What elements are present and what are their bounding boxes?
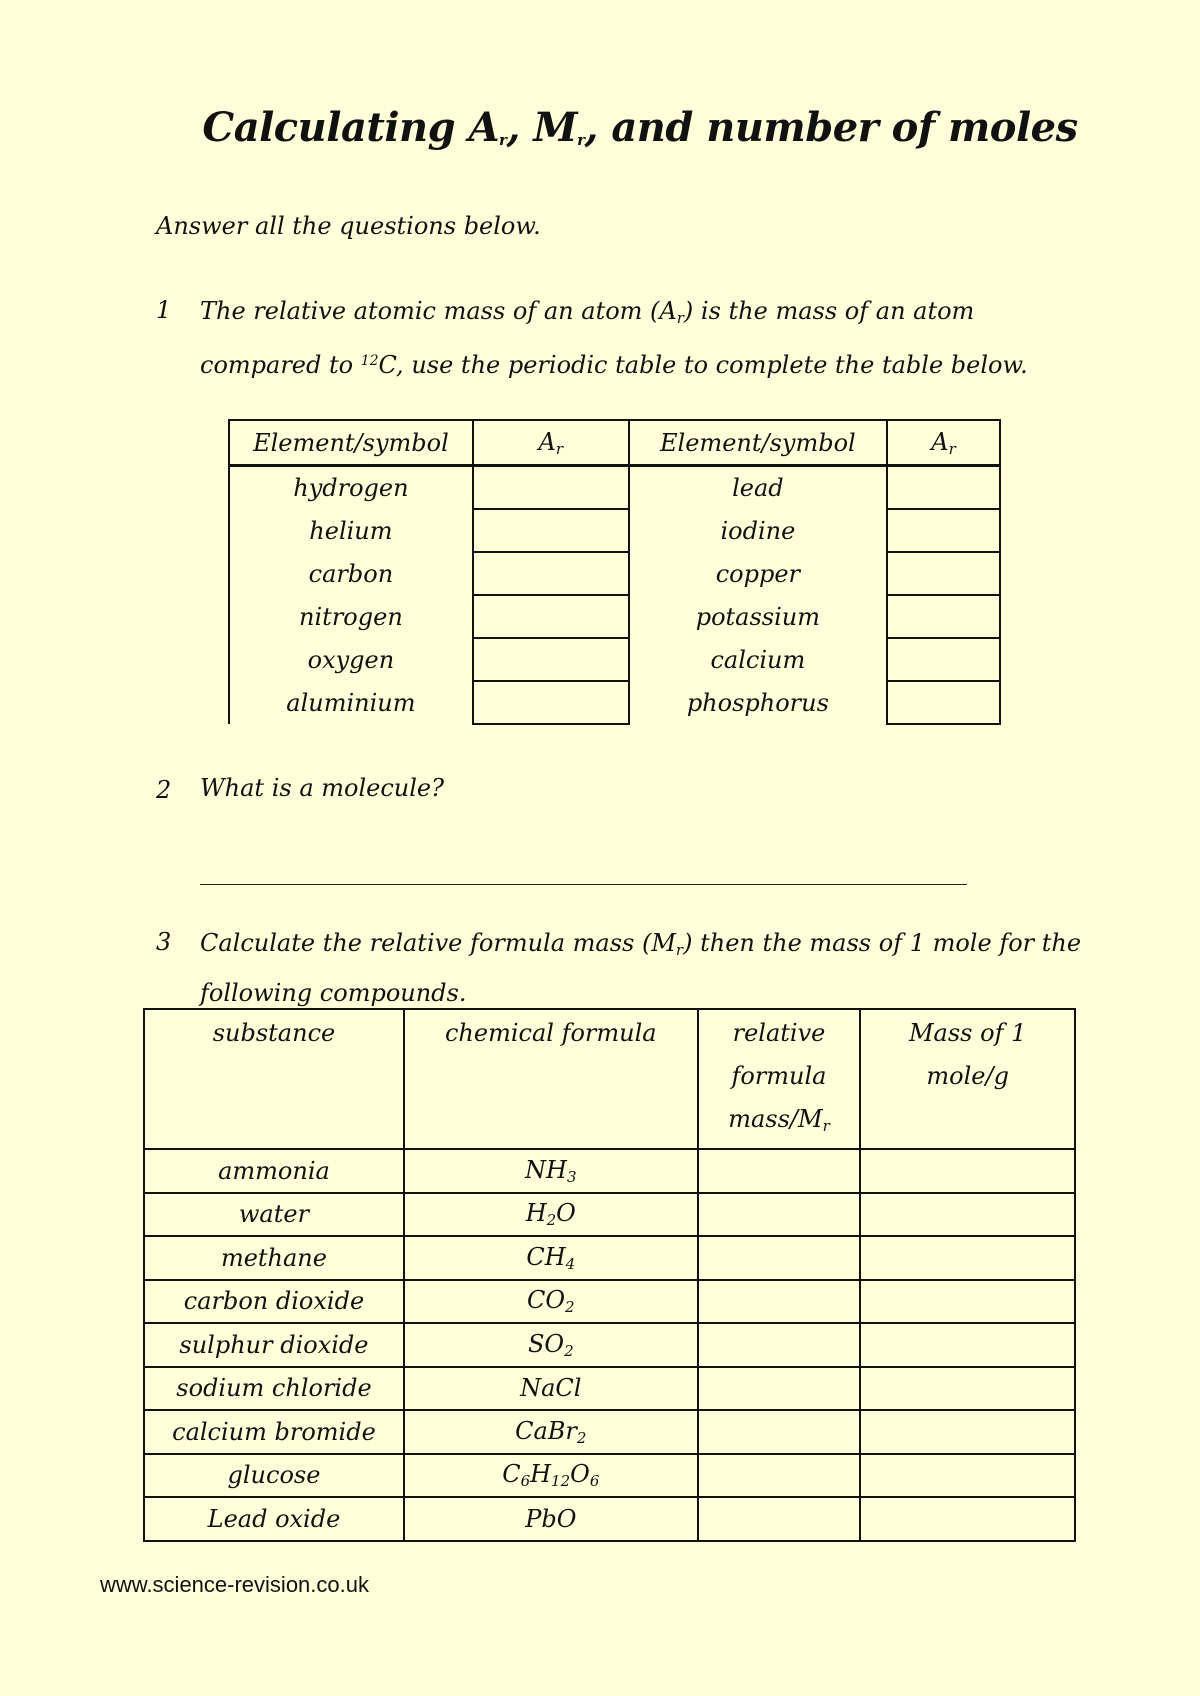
question-1-number: 1: [156, 296, 172, 324]
element-name: potassium: [629, 595, 887, 638]
element-name: hydrogen: [229, 466, 473, 510]
chemical-formula: $CH_4$: [404, 1236, 698, 1280]
mole-mass-answer-cell[interactable]: [860, 1454, 1075, 1498]
table-header-row: [229, 420, 1000, 466]
chemical-formula: $H_2O$: [404, 1193, 698, 1237]
substance-name: ammonia: [144, 1149, 404, 1193]
table-row: [144, 1410, 1075, 1454]
footer-url[interactable]: www.science-revision.co.uk: [100, 1572, 369, 1597]
table-row: [144, 1497, 1075, 1541]
header-element-symbol: Element/symbol: [229, 420, 473, 466]
table-row: [144, 1323, 1075, 1367]
table-row: [144, 1280, 1075, 1324]
formula-mass-answer-cell[interactable]: [698, 1367, 861, 1411]
table-header-row: [144, 1009, 1075, 1149]
mole-mass-answer-cell[interactable]: [860, 1193, 1075, 1237]
substance-name: water: [144, 1193, 404, 1237]
ar-answer-cell[interactable]: [887, 595, 1000, 638]
element-name: iodine: [629, 509, 887, 552]
element-name: oxygen: [229, 638, 473, 681]
ar-answer-cell[interactable]: [887, 552, 1000, 595]
header-mass-of-1-mole: Mass of 1 mole/g: [860, 1009, 1075, 1149]
table-row: [144, 1454, 1075, 1498]
instructions: Answer all the questions below.: [156, 212, 541, 240]
substance-name: carbon dioxide: [144, 1280, 404, 1324]
table-row: [144, 1236, 1075, 1280]
chemical-formula: $CO_2$: [404, 1280, 698, 1324]
chemical-formula: $SO_2$: [404, 1323, 698, 1367]
header-substance: substance: [144, 1009, 404, 1149]
element-name: carbon: [229, 552, 473, 595]
formula-mass-answer-cell[interactable]: [698, 1410, 861, 1454]
header-relative-formula-mass: relative formula mass/$M_r$: [698, 1009, 861, 1149]
substance-name: sodium chloride: [144, 1367, 404, 1411]
mole-mass-answer-cell[interactable]: [860, 1149, 1075, 1193]
formula-mass-answer-cell[interactable]: [698, 1454, 861, 1498]
ar-answer-cell[interactable]: [887, 638, 1000, 681]
table-row: [229, 595, 1000, 638]
table-row: [144, 1367, 1075, 1411]
table-row: [229, 509, 1000, 552]
answer-line[interactable]: [200, 884, 967, 885]
ar-answer-cell[interactable]: [473, 681, 629, 724]
header-element-symbol: Element/symbol: [629, 420, 887, 466]
question-3-text: Calculate the relative formula mass $(M_r)$ then the mass of 1 mole for the following compounds.: [200, 929, 1082, 1007]
chemical-formula: $C_6H_{12}O_6$: [404, 1454, 698, 1498]
question-1-text: The relative atomic mass of an atom $(A_r)$ is the mass of an atom compared to $^{12}$C, use the periodic table to complete the table below.: [200, 297, 1028, 379]
atomic-mass-table: [228, 419, 1001, 725]
substance-name: calcium bromide: [144, 1410, 404, 1454]
ar-answer-cell[interactable]: [887, 681, 1000, 724]
formula-mass-answer-cell[interactable]: [698, 1193, 861, 1237]
mole-mass-answer-cell[interactable]: [860, 1280, 1075, 1324]
chemical-formula: PbO: [404, 1497, 698, 1541]
ar-answer-cell[interactable]: [473, 638, 629, 681]
element-name: calcium: [629, 638, 887, 681]
chemical-formula: $NH_3$: [404, 1149, 698, 1193]
formula-mass-answer-cell[interactable]: [698, 1280, 861, 1324]
substance-name: sulphur dioxide: [144, 1323, 404, 1367]
question-2-number: 2: [156, 776, 172, 804]
formula-mass-table: [143, 1008, 1076, 1542]
table-row: [144, 1149, 1075, 1193]
formula-mass-answer-cell[interactable]: [698, 1149, 861, 1193]
ar-answer-cell[interactable]: [887, 466, 1000, 510]
table-row: [229, 552, 1000, 595]
page-title: Calculating $A_r$, $M_r$, and number of moles: [202, 104, 1078, 151]
header-ar: $A_r$: [887, 420, 1000, 466]
table-row: [229, 681, 1000, 724]
mole-mass-answer-cell[interactable]: [860, 1410, 1075, 1454]
table-row: [229, 466, 1000, 510]
substance-name: glucose: [144, 1454, 404, 1498]
header-ar: $A_r$: [473, 420, 629, 466]
formula-mass-answer-cell[interactable]: [698, 1497, 861, 1541]
element-name: lead: [629, 466, 887, 510]
chemical-formula: NaCl: [404, 1367, 698, 1411]
formula-mass-answer-cell[interactable]: [698, 1323, 861, 1367]
mole-mass-answer-cell[interactable]: [860, 1323, 1075, 1367]
question-3-number: 3: [156, 928, 172, 956]
ar-answer-cell[interactable]: [473, 509, 629, 552]
table-row: [229, 638, 1000, 681]
table-row: [144, 1193, 1075, 1237]
formula-mass-answer-cell[interactable]: [698, 1236, 861, 1280]
ar-answer-cell[interactable]: [473, 595, 629, 638]
ar-answer-cell[interactable]: [473, 552, 629, 595]
ar-answer-cell[interactable]: [887, 509, 1000, 552]
substance-name: methane: [144, 1236, 404, 1280]
element-name: aluminium: [229, 681, 473, 724]
element-name: phosphorus: [629, 681, 887, 724]
mole-mass-answer-cell[interactable]: [860, 1367, 1075, 1411]
question-2-text: What is a molecule?: [200, 774, 444, 802]
mole-mass-answer-cell[interactable]: [860, 1497, 1075, 1541]
ar-answer-cell[interactable]: [473, 466, 629, 510]
element-name: nitrogen: [229, 595, 473, 638]
header-chemical-formula: chemical formula: [404, 1009, 698, 1149]
mole-mass-answer-cell[interactable]: [860, 1236, 1075, 1280]
chemical-formula: CaBr$_2$: [404, 1410, 698, 1454]
element-name: copper: [629, 552, 887, 595]
substance-name: Lead oxide: [144, 1497, 404, 1541]
element-name: helium: [229, 509, 473, 552]
